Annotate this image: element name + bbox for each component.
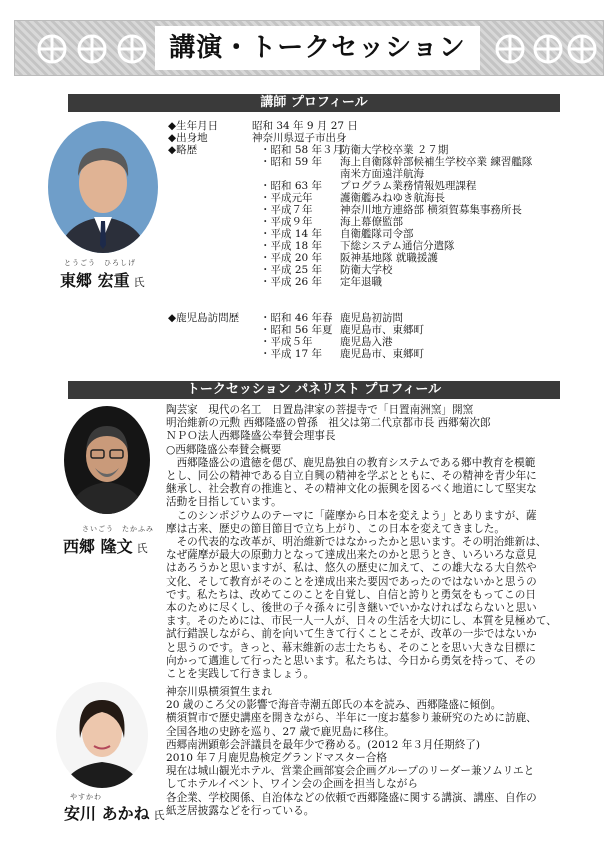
- crest-icon: [495, 34, 525, 64]
- career-item-desc: 阪神基地隊 就職援護: [340, 252, 438, 264]
- panelist1-name: 西郷 隆文 氏: [63, 537, 148, 556]
- career-item-year: ・平成 20 年: [260, 252, 323, 264]
- career-item-desc: 防衛大学校: [340, 264, 393, 276]
- profile-line: 全国各地の史跡を巡り、27 歳で鹿児島に移住。: [166, 725, 395, 738]
- profile-line: 明治維新の元勲 西郷隆盛の曾孫 祖父は第二代京都市長 西郷菊次郎: [166, 417, 491, 430]
- crest-icon: [533, 34, 563, 64]
- career-item-desc: 防衛大学校卒業 ２７期: [340, 144, 449, 156]
- career-item-desc: 定年退職: [340, 276, 382, 288]
- profile-line: このシンポジウムのテーマに「薩摩から日本を変えよう」とありますが、薩: [166, 509, 537, 522]
- panelist2-profile: [166, 686, 537, 818]
- career-item-year: ・平成 18 年: [260, 240, 323, 252]
- title-banner: [14, 20, 604, 76]
- birth-label: ◆生年月日: [168, 120, 219, 132]
- speaker-ruby: とうごう ひろしげ: [64, 259, 136, 267]
- career-item-desc: 海上自衛隊幹部候補生学校卒業 練習艦隊: [340, 156, 533, 168]
- profile-line: 活動を目指しています。: [166, 496, 282, 509]
- visit-item-desc: 鹿児島初訪問: [340, 312, 403, 324]
- visit-item-year: ・平成５年: [260, 336, 313, 348]
- panelist2-ruby: やすかわ: [70, 793, 102, 801]
- career-label: ◆略歴: [168, 144, 198, 156]
- profile-line: 文化、そして教育がそのことを達成出来た要因であったのではないかと思うの: [166, 575, 537, 588]
- crest-icon: [117, 34, 147, 64]
- panelist2-name: 安川 あかね 氏: [64, 804, 165, 823]
- career-item-year: ・昭和 63 年: [260, 180, 323, 192]
- speaker-section-heading: 講師 プロフィール: [68, 94, 560, 112]
- visits-label: ◆鹿児島訪問歴: [168, 312, 240, 324]
- profile-line: 西郷南洲顕彰会評議員を最年少で務める。(2012 年３月任期終了): [166, 738, 481, 751]
- career-item-desc: 神奈川地方連絡部 横須賀募集事務所長: [340, 204, 522, 216]
- profile-line: 2010 年７月鹿児島検定グランドマスター合格: [166, 752, 388, 765]
- career-item-year: ・昭和 59 年: [260, 156, 323, 168]
- career-item-desc: 護衛艦みねゆき航海長: [340, 192, 445, 204]
- career-item-year: ・平成７年: [260, 204, 313, 216]
- profile-line: と思うのです。きっと、幕末維新の志士たちも、そのことを思い大きな目標に: [166, 641, 536, 654]
- profile-line: とし、同公の精神である自立自興の精神を学ぶとともに、その精神を青少年に: [166, 470, 537, 483]
- career-item-desc: 南米方面遠洋航海: [340, 168, 424, 180]
- visit-item-desc: 鹿児島市、東郷町: [340, 348, 424, 360]
- career-item-year: ・昭和 58 年３月: [260, 144, 344, 156]
- panelist1-profile: [166, 404, 557, 681]
- profile-line: 20 歳のころ父の影響で海音寺潮五郎氏の本を読み、西郷隆盛に傾倒。: [166, 699, 502, 712]
- career-item-year: ・平成 14 年: [260, 228, 323, 240]
- crest-icon: [567, 34, 597, 64]
- career-item-desc: プログラム業務情報処理課程: [340, 180, 477, 192]
- visit-item-year: ・昭和 46 年春: [260, 312, 333, 324]
- origin-value: 神奈川県逗子市出身: [252, 132, 347, 144]
- profile-line: ＮＰＯ法人西郷隆盛公奉賛会理事長: [166, 430, 336, 443]
- profile-line: 向かって邁進して行ったと思います。私たちは、今日から勇気を持って、その: [166, 654, 536, 667]
- speaker-photo: [48, 121, 158, 253]
- speaker-name: 東郷 宏重 氏: [60, 271, 145, 290]
- page-title: 講演・トークセッション: [155, 26, 480, 70]
- panelist1-ruby: さいごう たかふみ: [82, 525, 154, 533]
- profile-line: 継承し、社会教育の推進と、その精神文化の振興を図るべく地道にして堅実な: [166, 483, 537, 496]
- profile-line: その代表的な改革が、明治維新ではなかったかと思います。その明治維新は、: [166, 536, 547, 549]
- career-item-desc: 自衛艦隊司令部: [340, 228, 414, 240]
- profile-line: 各企業、学校関係、自治体などの依頼で西郷隆盛に関する講演、講座、自作の: [166, 791, 537, 804]
- visit-item-desc: 鹿児島市、東郷町: [340, 324, 424, 336]
- profile-line: です。私たちは、改めてこのことを自覚し、自信と誇りと勇気をもってこの日: [166, 588, 536, 601]
- profile-line: 現在は城山観光ホテル、営業企画部宴会企画グループのリーダー兼ソムリエと: [166, 765, 535, 778]
- profile-line: してホテルイベント、ワイン会の企画を担当しながら: [166, 778, 418, 791]
- profile-line: 摩は古来、歴史の節目節目で立ち上がり、この日本を変えてきました。: [166, 522, 505, 535]
- profile-line: 神奈川県横須賀生まれ: [166, 686, 272, 698]
- visit-item-year: ・平成 17 年: [260, 348, 323, 360]
- career-item-year: ・平成９年: [260, 216, 313, 228]
- profile-line: 横須賀市で歴史講座を開きながら、半年に一度お墓参り兼研究のために訪鹿、: [166, 712, 537, 725]
- profile-line: ことを実践して行きましょう。: [166, 668, 315, 681]
- profile-line: はあろうかと思いますが、私は、悠久の歴史に加えて、この雄大なる大自然や: [166, 562, 537, 575]
- career-item-desc: 海上幕僚監部: [340, 216, 403, 228]
- birth-value: 昭和 34 年 9 月 27 日: [252, 120, 358, 132]
- profile-line: 西郷隆盛公の遺徳を偲び、鹿児島独自の教育システムである郷中教育を模範: [166, 456, 536, 469]
- panelist2-photo: [56, 682, 148, 788]
- panelist1-photo: [64, 406, 150, 514]
- crest-icon: [77, 34, 107, 64]
- visit-item-desc: 鹿児島入港: [340, 336, 393, 348]
- origin-label: ◆出身地: [168, 132, 208, 144]
- profile-line: 試行錯誤しながら、前を向いて生きて行くことこそが、改革の一歩ではないか: [166, 628, 537, 641]
- career-item-year: ・平成元年: [260, 192, 313, 204]
- career-item-desc: 下総システム通信分遣隊: [340, 240, 455, 252]
- profile-line: なぜ薩摩が最大の原動力となって達成出来たのかと思うとき、いろいろな意見: [166, 549, 537, 562]
- crest-icon: [37, 34, 67, 64]
- profile-line: ます。そのためには、市民一人一人が、日々の生活を大切にし、本質を見極めて、: [166, 615, 557, 628]
- visit-item-year: ・昭和 56 年夏: [260, 324, 333, 336]
- profile-line: 紙芝居披露などを行っている。: [166, 804, 315, 817]
- career-item-year: ・平成 26 年: [260, 276, 323, 288]
- profile-line: 本のために尽くし、後世の子々孫々に引き継いでいかなければならないと思い: [166, 602, 537, 615]
- profile-line: 陶芸家 現代の名工 日置島津家の菩提寺で「日置南洲窯」開窯: [166, 404, 474, 416]
- panel-section-heading: トークセッション パネリスト プロフィール: [68, 381, 560, 399]
- career-item-year: ・平成 25 年: [260, 264, 323, 276]
- profile-line: ○西郷隆盛公奉賛会概要: [166, 443, 282, 456]
